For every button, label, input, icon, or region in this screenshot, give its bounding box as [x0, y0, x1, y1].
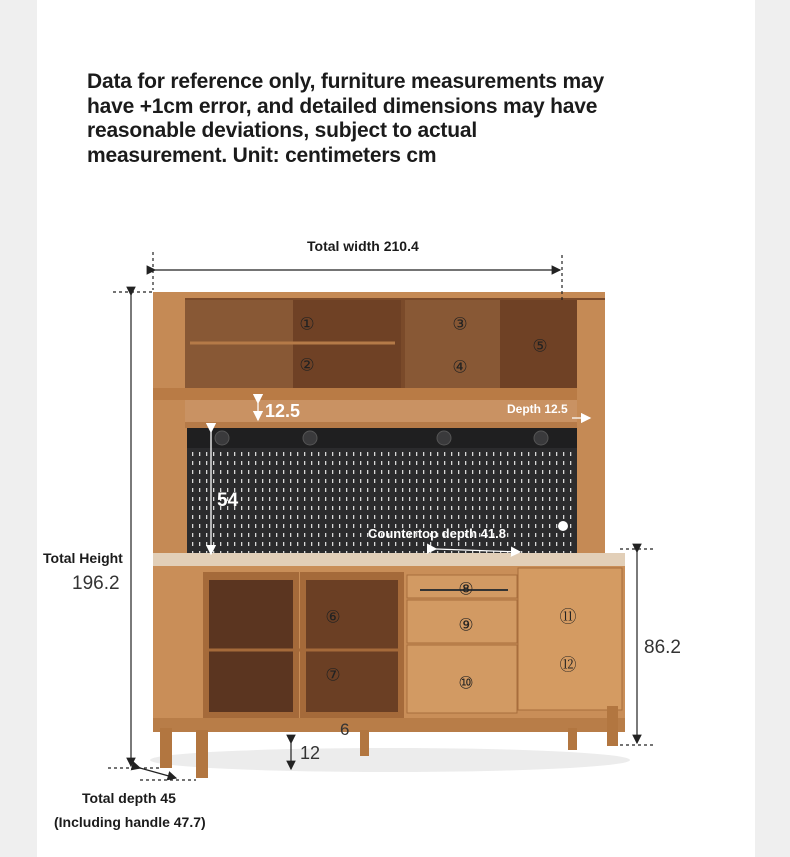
compartment-4: ④ [452, 357, 468, 377]
total-height-label: Total Height [43, 550, 123, 566]
hanging-rail [187, 428, 577, 448]
compartment-3: ③ [452, 314, 468, 334]
disclaimer-text: Data for reference only, furniture measurements may have +1cm error, and detailed dimensions may have reasonable deviations, subject to actual measurement. Unit: centimeters cm [87, 70, 604, 167]
compartment-2: ② [299, 355, 315, 375]
leg-height-value: 12 [300, 743, 321, 763]
side-door [518, 568, 622, 710]
niche-height-value: 12.5 [265, 401, 301, 421]
compartment-11: ⑪ [559, 607, 577, 627]
countertop-depth-label: Countertop depth 41.8 [368, 526, 506, 541]
plinth-value: 6 [340, 720, 350, 739]
depth-arrow [140, 768, 176, 778]
base-height-value: 86.2 [644, 637, 681, 658]
depth-with-handle-label: (Including handle 47.7) [54, 814, 206, 830]
total-height-value: 196.2 [72, 573, 120, 594]
total-width-label: Total width 210.4 [307, 238, 419, 254]
compartment-8: ⑧ [458, 579, 474, 599]
compartment-7: ⑦ [325, 665, 341, 685]
compartment-12: ⑫ [559, 655, 577, 675]
compartment-6: ⑥ [325, 607, 341, 627]
pegboard-height-value: 54 [217, 490, 239, 511]
compartment-1: ① [299, 314, 315, 334]
countertop [153, 553, 625, 567]
niche-depth-label: Depth 12.5 [507, 402, 568, 416]
compartment-9: ⑨ [458, 615, 474, 635]
compartment-5: ⑤ [532, 336, 548, 356]
total-depth-label: Total depth 45 [82, 790, 176, 806]
compartment-10: ⑩ [458, 673, 474, 693]
